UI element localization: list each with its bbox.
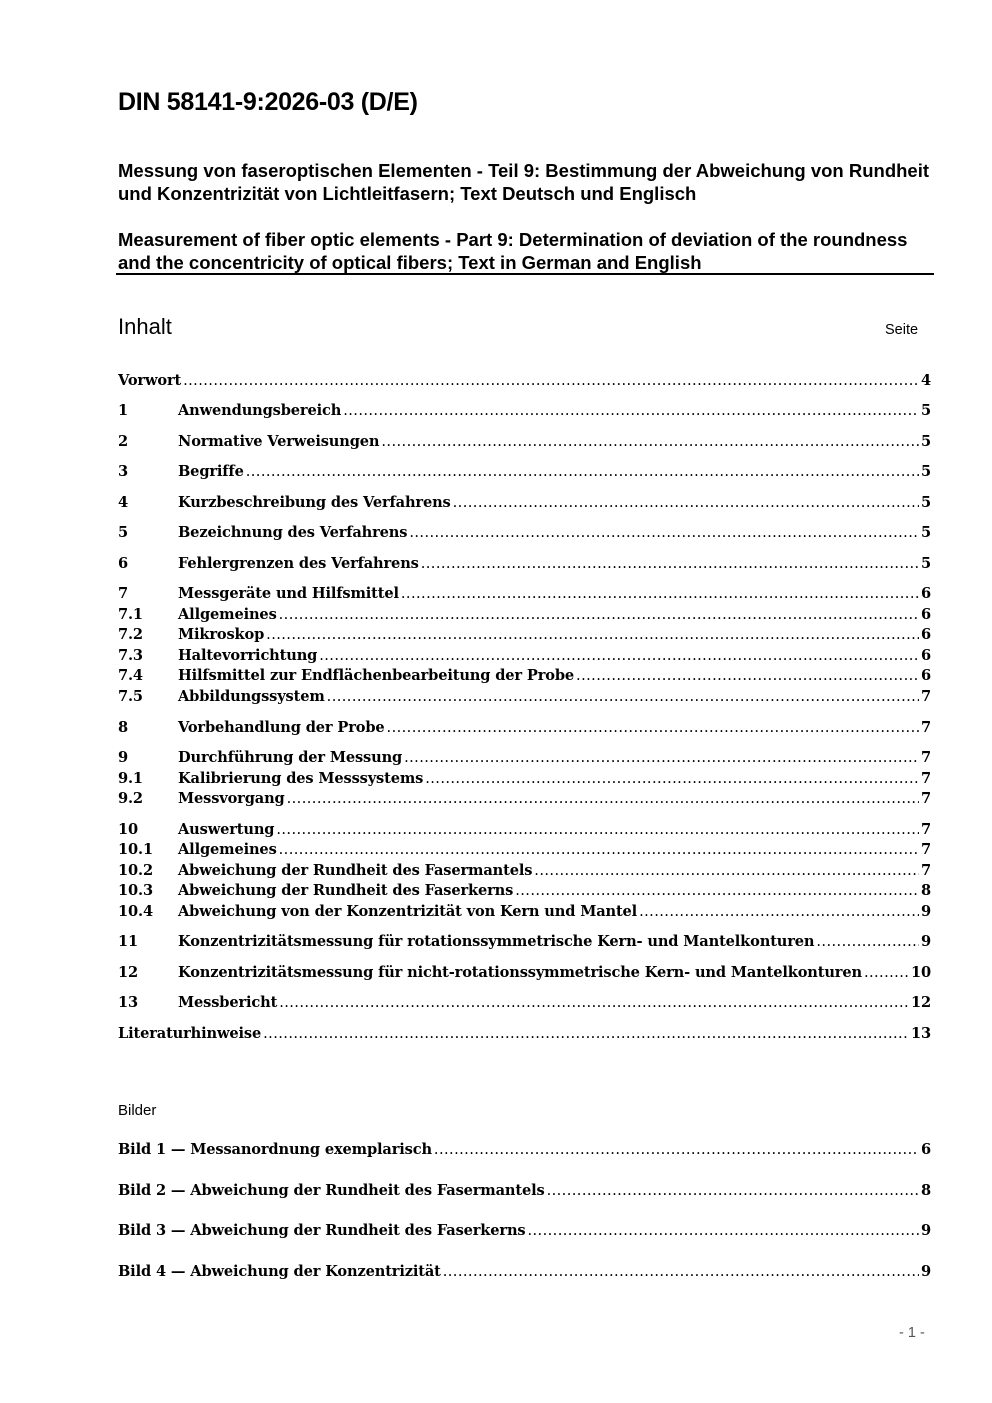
toc-entry-page: 4 bbox=[920, 372, 931, 389]
toc-entry-page: 5 bbox=[920, 494, 931, 511]
toc-entry-page: 6 bbox=[920, 626, 931, 643]
figure-entry-title: Bild 3 — Abweichung der Rundheit des Faserkerns bbox=[118, 1222, 526, 1239]
figure-dot-leader bbox=[547, 1181, 919, 1201]
toc-dot-leader bbox=[515, 881, 919, 901]
toc-dot-leader bbox=[287, 789, 919, 809]
toc-entry[interactable] bbox=[118, 554, 931, 574]
toc-entry-title: Vorwort bbox=[118, 372, 182, 389]
toc-entry-title: Auswertung bbox=[178, 821, 275, 838]
toc-entry-title: Abweichung der Rundheit des Faserkerns bbox=[178, 882, 514, 899]
toc-dot-leader bbox=[421, 554, 919, 574]
figure-entry-title: Bild 2 — Abweichung der Rundheit des Fasermantels bbox=[118, 1182, 545, 1199]
toc-dot-leader bbox=[327, 687, 919, 707]
toc-entry-title: Fehlergrenzen des Verfahrens bbox=[178, 555, 419, 572]
toc-entry-number: 12 bbox=[118, 964, 139, 981]
toc-entry-number: 7.2 bbox=[118, 626, 143, 643]
toc-dot-leader bbox=[534, 861, 919, 881]
toc-dot-leader bbox=[816, 932, 919, 952]
toc-dot-leader bbox=[639, 902, 919, 922]
figure-entry-page: 6 bbox=[920, 1141, 931, 1158]
toc-entry-number: 4 bbox=[118, 494, 129, 511]
toc-entry[interactable] bbox=[118, 584, 931, 604]
toc-entry-page: 10 bbox=[910, 964, 931, 981]
figure-entry-page: 8 bbox=[920, 1182, 931, 1199]
toc-entry-title: Konzentrizitätsmessung für rotationssymmetrische Kern- und Mantelkonturen bbox=[178, 933, 815, 950]
toc-entry-number: 10.4 bbox=[118, 903, 153, 920]
toc-entry-number: 10.1 bbox=[118, 841, 153, 858]
toc-entry[interactable] bbox=[118, 401, 931, 421]
toc-entry-title: Mikroskop bbox=[178, 626, 265, 643]
document-number: DIN 58141-9:2026-03 (D/E) bbox=[118, 88, 418, 116]
toc-entry-number: 7.1 bbox=[118, 606, 143, 623]
toc-dot-leader bbox=[183, 371, 919, 391]
page-number: - 1 - bbox=[899, 1325, 925, 1341]
toc-entry[interactable] bbox=[118, 748, 931, 768]
toc-entry[interactable] bbox=[118, 462, 931, 482]
toc-dot-leader bbox=[266, 625, 919, 645]
toc-dot-leader bbox=[279, 840, 919, 860]
figure-dot-leader bbox=[434, 1140, 919, 1160]
toc-entry-page: 7 bbox=[920, 749, 931, 766]
toc-entry-title: Konzentrizitätsmessung für nicht-rotationssymmetrische Kern- und Mantelkonturen bbox=[178, 964, 862, 981]
toc-dot-leader bbox=[279, 605, 919, 625]
toc-dot-leader bbox=[381, 432, 919, 452]
figure-dot-leader bbox=[443, 1262, 919, 1282]
toc-dot-leader bbox=[387, 718, 919, 738]
toc-entry-number: 3 bbox=[118, 463, 129, 480]
toc-entry-page: 9 bbox=[920, 933, 931, 950]
toc-entry-page: 7 bbox=[920, 719, 931, 736]
toc-entry-page: 7 bbox=[920, 841, 931, 858]
toc-entry-page: 6 bbox=[920, 606, 931, 623]
toc-entry-number: 5 bbox=[118, 524, 129, 541]
toc-entry-title: Abbildungssystem bbox=[178, 688, 325, 705]
toc-entry-title: Literaturhinweise bbox=[118, 1025, 262, 1042]
toc-entry[interactable] bbox=[118, 861, 931, 881]
toc-dot-leader bbox=[276, 820, 919, 840]
toc-entry-number: 9.2 bbox=[118, 790, 143, 807]
toc-dot-leader bbox=[279, 993, 909, 1013]
toc-entry[interactable] bbox=[118, 769, 931, 789]
toc-entry-title: Anwendungsbereich bbox=[178, 402, 342, 419]
toc-entry-page: 6 bbox=[920, 585, 931, 602]
toc-dot-leader bbox=[401, 584, 919, 604]
toc-entry[interactable] bbox=[118, 840, 931, 860]
toc-dot-leader bbox=[409, 523, 919, 543]
toc-entry-page: 5 bbox=[920, 555, 931, 572]
toc-entry-title: Abweichung der Rundheit des Fasermantels bbox=[178, 862, 533, 879]
toc-entry-number: 10.3 bbox=[118, 882, 153, 899]
toc-entry-title: Normative Verweisungen bbox=[178, 433, 380, 450]
toc-entry-number: 9.1 bbox=[118, 770, 143, 787]
toc-dot-leader bbox=[576, 666, 919, 686]
toc-entry-number: 7.5 bbox=[118, 688, 143, 705]
figure-entry-title: Bild 4 — Abweichung der Konzentrizität bbox=[118, 1263, 441, 1280]
toc-entry[interactable] bbox=[118, 625, 931, 645]
toc-dot-leader bbox=[246, 462, 919, 482]
toc-heading: Inhalt bbox=[118, 314, 172, 339]
toc-entry-page: 7 bbox=[920, 821, 931, 838]
toc-entry-title: Allgemeines bbox=[178, 841, 277, 858]
toc-dot-leader bbox=[263, 1024, 909, 1044]
toc-entry[interactable] bbox=[118, 820, 931, 840]
toc-entry-page: 8 bbox=[920, 882, 931, 899]
document-title-german: Messung von faseroptischen Elementen - Teil 9: Bestimmung der Abweichung von Rundheit und Konzentrizität von Lichtleitfasern; Text Deutsch und Englisch bbox=[118, 160, 930, 204]
toc-entry-page: 7 bbox=[920, 688, 931, 705]
toc-entry-number: 9 bbox=[118, 749, 129, 766]
title-divider bbox=[116, 273, 934, 275]
toc-dot-leader bbox=[404, 748, 919, 768]
toc-entry[interactable] bbox=[118, 993, 931, 1013]
figure-entry[interactable] bbox=[118, 1181, 931, 1201]
toc-entry-title: Allgemeines bbox=[178, 606, 277, 623]
toc-entry[interactable] bbox=[118, 523, 931, 543]
toc-entry-title: Kurzbeschreibung des Verfahrens bbox=[178, 494, 451, 511]
toc-entry[interactable] bbox=[118, 605, 931, 625]
toc-entry-page: 6 bbox=[920, 667, 931, 684]
toc-entry-page: 5 bbox=[920, 402, 931, 419]
toc-entry[interactable] bbox=[118, 932, 931, 952]
toc-entry-page: 7 bbox=[920, 862, 931, 879]
toc-entry-page: 5 bbox=[920, 433, 931, 450]
toc-entry[interactable] bbox=[118, 881, 931, 901]
toc-entry-number: 10.2 bbox=[118, 862, 153, 879]
toc-entry-page: 12 bbox=[910, 994, 931, 1011]
figure-entry[interactable] bbox=[118, 1140, 931, 1160]
toc-entry[interactable] bbox=[118, 1024, 931, 1044]
toc-entry-title: Messvorgang bbox=[178, 790, 285, 807]
toc-dot-leader bbox=[453, 493, 919, 513]
toc-entry[interactable] bbox=[118, 687, 931, 707]
toc-entry-page: 5 bbox=[920, 524, 931, 541]
toc-entry-title: Vorbehandlung der Probe bbox=[178, 719, 385, 736]
figure-entry-page: 9 bbox=[920, 1263, 931, 1280]
toc-entry[interactable] bbox=[118, 963, 931, 983]
toc-entry-title: Bezeichnung des Verfahrens bbox=[178, 524, 408, 541]
toc-entry-number: 13 bbox=[118, 994, 139, 1011]
toc-entry[interactable] bbox=[118, 493, 931, 513]
toc-entry-title: Messbericht bbox=[178, 994, 278, 1011]
toc-entry-number: 1 bbox=[118, 402, 129, 419]
toc-entry-page: 13 bbox=[910, 1025, 931, 1042]
toc-entry[interactable] bbox=[118, 902, 931, 922]
toc-entry-number: 7 bbox=[118, 585, 129, 602]
toc-page-column-label: Seite bbox=[885, 322, 919, 338]
toc-entry-title: Messgeräte und Hilfsmittel bbox=[178, 585, 399, 602]
toc-entry-page: 7 bbox=[920, 770, 931, 787]
toc-entry-page: 6 bbox=[920, 647, 931, 664]
toc-entry-number: 10 bbox=[118, 821, 139, 838]
toc-entry-number: 11 bbox=[118, 933, 139, 950]
toc-entry-page: 5 bbox=[920, 463, 931, 480]
figure-entry-title: Bild 1 — Messanordnung exemplarisch bbox=[118, 1141, 432, 1158]
toc-entry-page: 9 bbox=[920, 903, 931, 920]
toc-entry-title: Haltevorrichtung bbox=[178, 647, 318, 664]
toc-dot-leader bbox=[319, 646, 919, 666]
toc-entry-title: Kalibrierung des Messsystems bbox=[178, 770, 424, 787]
toc-entry-number: 6 bbox=[118, 555, 129, 572]
toc-entry[interactable] bbox=[118, 646, 931, 666]
toc-entry-title: Abweichung von der Konzentrizität von Kern und Mantel bbox=[178, 903, 638, 920]
toc-entry-title: Hilfsmittel zur Endflächenbearbeitung der Probe bbox=[178, 667, 575, 684]
toc-entry-title: Durchführung der Messung bbox=[178, 749, 403, 766]
toc-entry[interactable] bbox=[118, 789, 931, 809]
toc-entry-title: Begriffe bbox=[178, 463, 244, 480]
toc-entry-number: 7.4 bbox=[118, 667, 143, 684]
toc-entry[interactable] bbox=[118, 432, 931, 452]
document-title-english: Measurement of fiber optic elements - Part 9: Determination of deviation of the roundness and the concentricity of optical fibers; Text in German and English bbox=[118, 229, 908, 273]
figure-entry[interactable] bbox=[118, 1262, 931, 1282]
toc-entry-number: 8 bbox=[118, 719, 129, 736]
toc-dot-leader bbox=[343, 401, 919, 421]
toc-dot-leader bbox=[425, 769, 919, 789]
toc-entry-number: 2 bbox=[118, 433, 129, 450]
toc-entry-number: 7.3 bbox=[118, 647, 143, 664]
toc-entry[interactable] bbox=[118, 718, 931, 738]
toc-entry[interactable] bbox=[118, 666, 931, 686]
toc-dot-leader bbox=[864, 963, 909, 983]
figure-entry-page: 9 bbox=[920, 1222, 931, 1239]
toc-entry-page: 7 bbox=[920, 790, 931, 807]
toc-entry[interactable] bbox=[118, 371, 931, 391]
figure-entry[interactable] bbox=[118, 1221, 931, 1241]
figure-dot-leader bbox=[527, 1221, 919, 1241]
figures-heading: Bilder bbox=[118, 1102, 157, 1119]
